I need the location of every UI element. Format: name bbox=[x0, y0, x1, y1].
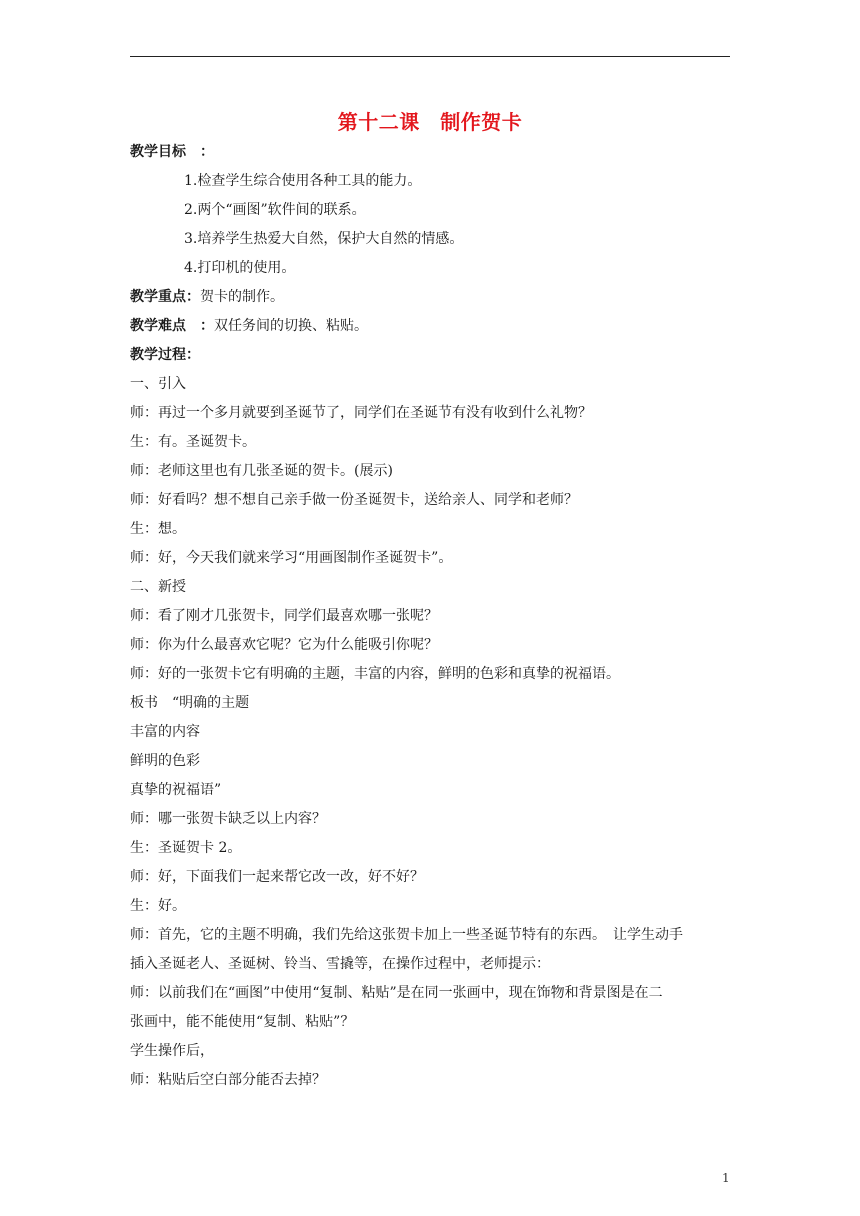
process-lines bbox=[130, 371, 730, 1096]
text-line: 板书 “明确的主题 bbox=[130, 695, 250, 711]
page-number: 1 bbox=[722, 1171, 730, 1185]
text-line: 师：哪一张贺卡缺乏以上内容？ bbox=[130, 811, 326, 827]
text-line: 师：好，今天我们就来学习“用画图制作圣诞贺卡”。 bbox=[130, 550, 453, 566]
text-line: 真挚的祝福语” bbox=[130, 782, 222, 798]
lesson-title: 第十二课 制作贺卡 bbox=[337, 110, 523, 134]
objective-item: 1.检查学生综合使用各种工具的能力。 bbox=[184, 173, 422, 189]
text-line: 师：再过一个多月就要到圣诞节了，同学们在圣诞节有没有收到什么礼物？ bbox=[130, 405, 592, 421]
difficulty-label: 教学难点 ： bbox=[130, 318, 214, 334]
text-line: 二、新授 bbox=[130, 579, 186, 595]
key-point-label: 教学重点： bbox=[130, 289, 200, 305]
paragraph-b-line-2: 张画中，能不能使用“复制、粘贴”？ bbox=[130, 1014, 355, 1030]
difficulty-line bbox=[130, 313, 730, 342]
text-line: 师：你为什么最喜欢它呢？它为什么能吸引你呢？ bbox=[130, 637, 438, 653]
text-line: 一、引入 bbox=[130, 376, 186, 392]
key-point-text: 贺卡的制作。 bbox=[200, 289, 284, 305]
text-line: 鲜明的色彩 bbox=[130, 753, 200, 769]
text-line: 师：看了刚才几张贺卡，同学们最喜欢哪一张呢？ bbox=[130, 608, 438, 624]
text-line: 生：圣诞贺卡 2。 bbox=[130, 840, 242, 856]
text-line: 师：好，下面我们一起来帮它改一改，好不好？ bbox=[130, 869, 424, 885]
text-line: 生：想。 bbox=[130, 521, 186, 537]
objective-item: 3.培养学生热爱大自然，保护大自然的情感。 bbox=[184, 231, 464, 247]
text-line: 师：老师这里也有几张圣诞的贺卡。(展示) bbox=[130, 463, 393, 479]
process-heading: 教学过程： bbox=[130, 347, 200, 363]
objective-item: 4.打印机的使用。 bbox=[184, 260, 296, 276]
text-line: 生：好。 bbox=[130, 898, 186, 914]
key-point-line bbox=[130, 284, 730, 313]
text-line: 学生操作后， bbox=[130, 1043, 214, 1059]
paragraph-a-line-2: 插入圣诞老人、圣诞树、铃当、雪撬等，在操作过程中，老师提示： bbox=[130, 956, 550, 972]
paragraph-b-line-1: 师：以前我们在“画图”中使用“复制、粘贴”是在同一张画中，现在饰物和背景图是在二 bbox=[130, 985, 663, 1001]
difficulty-text: 双任务间的切换、粘贴。 bbox=[214, 318, 368, 334]
header-rule bbox=[130, 56, 730, 57]
text-line: 师：粘贴后空白部分能否去掉？ bbox=[130, 1072, 326, 1088]
text-line: 师：好的一张贺卡它有明确的主题，丰富的内容，鲜明的色彩和真挚的祝福语。 bbox=[130, 666, 620, 682]
text-line: 师：好看吗？想不想自己亲手做一份圣诞贺卡，送给亲人、同学和老师？ bbox=[130, 492, 578, 508]
document-body bbox=[130, 139, 730, 1096]
objectives-list bbox=[130, 168, 730, 284]
objective-item: 2.两个“画图”软件间的联系。 bbox=[184, 202, 366, 218]
text-line: 生：有。圣诞贺卡。 bbox=[130, 434, 256, 450]
text-line: 丰富的内容 bbox=[130, 724, 200, 740]
paragraph-a-line-1: 师：首先，它的主题不明确，我们先给这张贺卡加上一些圣诞节特有的东西。 让学生动手 bbox=[130, 927, 683, 943]
objectives-heading: 教学目标 ： bbox=[130, 144, 214, 160]
